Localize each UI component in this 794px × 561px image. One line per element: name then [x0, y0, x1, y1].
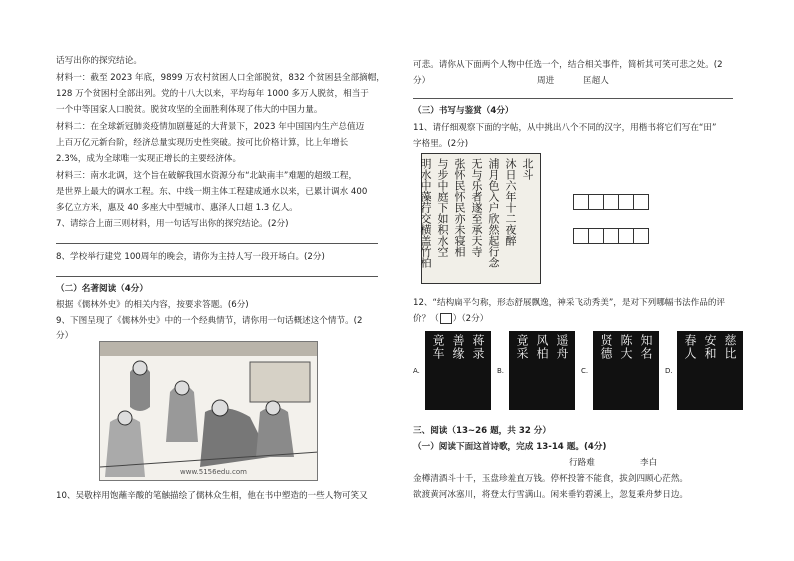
material-2-line: 2.3%，成为全球唯一实现正增长的主要经济体。: [56, 154, 242, 164]
section-2-intro: 根据《儒林外史》的相关内容，按要求答题。(6分): [56, 300, 249, 310]
question-10-cont: 分）: [413, 76, 431, 86]
tian-grid-row-2[interactable]: [573, 228, 648, 244]
calligraphy-copybook-image: [421, 153, 541, 284]
option-label[interactable]: B.: [497, 367, 505, 375]
calligraphy-option-image[interactable]: [677, 331, 743, 410]
calligraphy-option-image[interactable]: [593, 331, 659, 410]
section-2-heading: （二）名著阅读（4分）: [56, 284, 148, 294]
q12-suffix: ）（2分）: [452, 314, 489, 324]
question-12: 12、“结构扁平匀称，形态舒展飘逸，神采飞动秀美”，是对下列哪幅书法作品的评: [413, 298, 726, 308]
question-9-cont: 分）: [56, 331, 74, 341]
reading-section-heading: 三、阅读（13~26 题，共 32 分）: [413, 426, 551, 436]
poem-line: 金樽清酒斗十千，玉盘珍羞直万钱。停杯投箸不能食，拔剑四顾心茫然。: [413, 474, 689, 484]
answer-box[interactable]: [440, 313, 452, 324]
tian-grid-cell[interactable]: [618, 194, 634, 210]
tian-grid-row-1[interactable]: [573, 194, 648, 210]
material-1-line: 材料一：截至 2023 年底，9899 万农村贫困人口全部脱贫，832 个贫困县全部摘帽，: [56, 73, 385, 83]
question-11: 11、请仔细观察下面的字帖，从中挑出八个不同的汉字，用楷书将它们写在“田”: [413, 123, 717, 133]
calligraphy-column: 善缘: [451, 334, 465, 360]
calligraphy-column: 知名: [639, 334, 653, 360]
material-3-line: 是世界上最大的调水工程。东、中线一期主体工程建成通水以来，已累计调水 400: [56, 187, 368, 197]
rulin-illustration-image: [99, 341, 318, 481]
tian-grid-cell[interactable]: [603, 194, 619, 210]
person-option: 周进: [537, 76, 555, 86]
tian-grid-cell[interactable]: [633, 194, 649, 210]
question-10-cont: 可悲。请你从下面两个人物中任选一个，结合相关事件，简析其可笑可悲之处。(2: [413, 60, 723, 70]
material-1-line: 一个中等国家人口脱贫。脱贫攻坚的全面胜利体现了伟大的中国力量。: [56, 105, 323, 115]
illustration-watermark: www.5156edu.com: [180, 468, 247, 476]
answer-line[interactable]: [56, 276, 378, 277]
material-2-line: 上百万亿元新台阶，经济总量实现历史性突破。按可比价格计算，比上年增长: [56, 138, 349, 148]
reading-subsection-heading: （一）阅读下面这首诗歌，完成 13-14 题。(4分): [413, 442, 607, 452]
copybook-column: 浦月色入户欣然起行念: [487, 158, 500, 268]
calligraphy-option-image[interactable]: [509, 331, 575, 410]
copybook-column: 与步中庭下如积水空: [436, 158, 449, 257]
calligraphy-column: 贤德: [599, 334, 613, 360]
tian-grid-cell[interactable]: [603, 228, 619, 244]
q12-prefix: 价？（: [413, 314, 439, 324]
material-3-line: 材料三：南水北调，这个旨在破解我国水资源分布“北缺南丰”难题的超级工程，: [56, 171, 358, 181]
calligraphy-column: 蒋录: [471, 334, 485, 360]
question-11-cont: 字格里。(2分): [413, 139, 469, 149]
tian-grid-cell[interactable]: [573, 194, 589, 210]
calligraphy-option-image[interactable]: [425, 331, 491, 410]
tian-grid-cell[interactable]: [633, 228, 649, 244]
option-label[interactable]: D.: [665, 367, 673, 375]
question-7: 7、请综合上面三则材料，用一句话写出你的探究结论。(2分): [56, 219, 289, 229]
calligraphy-column: 慈比: [723, 334, 737, 360]
tian-grid-cell[interactable]: [618, 228, 634, 244]
option-label[interactable]: A.: [413, 367, 420, 375]
calligraphy-column: 遥舟: [555, 334, 569, 360]
calligraphy-column: 竟采: [515, 334, 529, 360]
option-label[interactable]: C.: [581, 367, 589, 375]
section-3-heading: （三）书写与鉴赏（4分）: [413, 106, 514, 116]
question-10: 10、吴敬梓用饱蘸辛酸的笔触描绘了儒林众生相，他在书中塑造的一些人物可笑又: [56, 491, 368, 501]
illustration-drawing: [100, 342, 318, 481]
calligraphy-column: 陈大: [619, 334, 633, 360]
intro-line: 话写出你的探究结论。: [56, 56, 142, 66]
calligraphy-column: 安和: [703, 334, 717, 360]
material-2-line: 材料二：在全球新冠肺炎疫情加剧蔓延的大背景下，2023 年中国国内生产总值迈: [56, 122, 365, 132]
calligraphy-column: 春人: [683, 334, 697, 360]
tian-grid-cell[interactable]: [573, 228, 589, 244]
material-3-line: 多亿立方米，惠及 40 多座大中型城市、惠泽人口超 1.3 亿人。: [56, 203, 298, 213]
tian-grid-cell[interactable]: [588, 228, 604, 244]
material-1-line: 128 万个贫困村全部出列。党的十八大以来，平均每年 1000 多万人脱贫，相当于: [56, 89, 369, 99]
tian-grid-cell[interactable]: [588, 194, 604, 210]
calligraphy-column: 竟车: [431, 334, 445, 360]
person-option: 匡超人: [583, 76, 609, 86]
poem-line: 欲渡黄河冰塞川，将登太行雪满山。闲来垂钓碧溪上，忽复乘舟梦日边。: [413, 490, 689, 500]
copybook-column: 无与乐者遂至承天寺: [470, 158, 483, 257]
answer-line[interactable]: [56, 243, 378, 244]
copybook-column: 北斗: [521, 158, 534, 180]
copybook-column: 张怀民怀民亦未寝相: [453, 158, 466, 257]
question-8: 8、学校举行建党 100周年的晚会，请你为主持人写一段开场白。(2分): [56, 252, 325, 262]
question-12-cont: [413, 313, 488, 325]
answer-line[interactable]: [413, 98, 733, 99]
poem-author: 李白: [640, 458, 658, 468]
poem-title: 行路难: [569, 458, 595, 468]
calligraphy-column: 风柏: [535, 334, 549, 360]
copybook-column: 明水中藻荇交横盖竹柏: [419, 158, 432, 268]
copybook-column: 沐日六年十二夜醉: [504, 158, 517, 246]
question-9: 9、下图呈现了《儒林外史》中的一个经典情节，请你用一句话概述这个情节。(2: [56, 316, 363, 326]
